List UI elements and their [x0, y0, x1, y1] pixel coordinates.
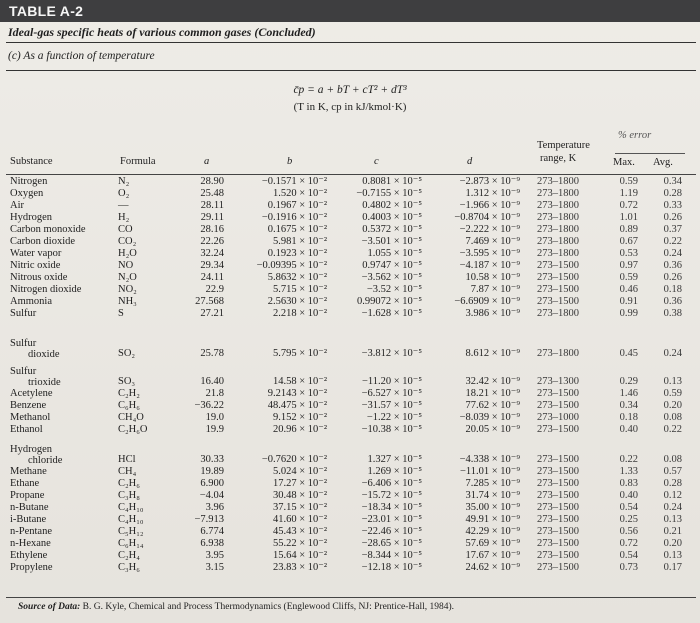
cell-avg: 0.24	[663, 348, 682, 359]
cell-d: 77.62 × 10⁻⁹	[465, 400, 520, 411]
cell-avg: 0.08	[663, 454, 682, 465]
cell-range: 273–1300	[537, 376, 579, 387]
cell-a: 19.0	[205, 412, 224, 423]
cell-c: −6.527 × 10⁻⁵	[361, 388, 422, 399]
divider	[6, 42, 696, 43]
cell-a: 28.16	[200, 224, 224, 235]
cell-max: 0.25	[619, 514, 638, 525]
cell-avg: 0.57	[663, 466, 682, 477]
cell-c: −0.7155 × 10⁻⁵	[356, 188, 422, 199]
cell-a: −4.04	[199, 490, 224, 501]
cell-range: 273–1800	[537, 308, 579, 319]
cell-range: 273–1500	[537, 424, 579, 435]
cell-c: −3.501 × 10⁻⁵	[361, 236, 422, 247]
cell-range: 273–1800	[537, 176, 579, 187]
cell-substance: Hydrogen chloride	[10, 444, 63, 466]
cell-substance: Nitric oxide	[10, 260, 61, 271]
cell-b: 0.1967 × 10⁻²	[267, 200, 327, 211]
cell-b: 1.520 × 10⁻²	[273, 188, 327, 199]
cell-formula: H₂	[118, 212, 130, 223]
cell-formula: SO₃	[118, 376, 136, 387]
cell-a: 3.15	[205, 562, 224, 573]
cell-substance: Oxygen	[10, 188, 44, 199]
cell-avg: 0.28	[663, 478, 682, 489]
cell-formula: C₃H₈	[118, 490, 140, 501]
cell-formula: O₂	[118, 188, 130, 199]
cell-b: 0.1923 × 10⁻²	[267, 248, 327, 259]
cell-d: 31.74 × 10⁻⁹	[465, 490, 520, 501]
cell-b: 5.715 × 10⁻²	[273, 284, 327, 295]
cell-substance: Methane	[10, 466, 47, 477]
cell-range: 273–1500	[537, 284, 579, 295]
cell-avg: 0.18	[663, 284, 682, 295]
cell-d: 8.612 × 10⁻⁹	[465, 348, 520, 359]
cell-range: 273–1500	[537, 490, 579, 501]
cell-range: 273–1000	[537, 412, 579, 423]
cell-c: 1.055 × 10⁻⁵	[367, 248, 422, 259]
cell-c: −31.57 × 10⁻⁵	[361, 400, 422, 411]
cell-avg: 0.22	[663, 236, 682, 247]
cell-range: 273–1800	[537, 188, 579, 199]
cell-b: 41.60 × 10⁻²	[273, 514, 327, 525]
cell-d: 24.62 × 10⁻⁹	[465, 562, 520, 573]
section-heading: (c) As a function of temperature	[8, 50, 155, 62]
cell-max: 0.40	[619, 490, 638, 501]
cell-max: 0.18	[619, 412, 638, 423]
cell-d: −4.187 × 10⁻⁹	[459, 260, 520, 271]
cell-max: 0.34	[619, 400, 638, 411]
cell-b: 14.58 × 10⁻²	[273, 376, 327, 387]
cell-a: 6.774	[200, 526, 224, 537]
cell-substance: Acetylene	[10, 388, 53, 399]
cell-avg: 0.24	[663, 502, 682, 513]
cell-b: 55.22 × 10⁻²	[273, 538, 327, 549]
cell-d: 57.69 × 10⁻⁹	[465, 538, 520, 549]
cell-substance: i-Butane	[10, 514, 47, 525]
cell-c: −18.34 × 10⁻⁵	[361, 502, 422, 513]
title-bar	[0, 0, 700, 22]
cell-a: 28.90	[200, 176, 224, 187]
cell-c: 0.9747 × 10⁻⁵	[362, 260, 422, 271]
cell-a: 22.9	[205, 284, 224, 295]
cell-a: 29.11	[200, 212, 224, 223]
cell-avg: 0.26	[663, 212, 682, 223]
cell-d: −6.6909 × 10⁻⁹	[454, 296, 520, 307]
divider	[6, 597, 696, 598]
cell-max: 0.97	[619, 260, 638, 271]
cell-substance: Hydrogen	[10, 212, 52, 223]
cell-b: 5.024 × 10⁻²	[273, 466, 327, 477]
cell-formula: C₃H₆	[118, 562, 140, 573]
cell-range: 273–1500	[537, 400, 579, 411]
cell-a: 25.78	[200, 348, 224, 359]
cell-substance: Nitrous oxide	[10, 272, 68, 283]
cell-c: −12.18 × 10⁻⁵	[361, 562, 422, 573]
cell-max: 0.59	[619, 176, 638, 187]
cell-range: 273–1500	[537, 526, 579, 537]
cell-d: −1.966 × 10⁻⁹	[459, 200, 520, 211]
cell-a: 6.900	[200, 478, 224, 489]
cell-b: 9.152 × 10⁻²	[273, 412, 327, 423]
cell-d: −8.039 × 10⁻⁹	[459, 412, 520, 423]
cell-d: 49.91 × 10⁻⁹	[465, 514, 520, 525]
cell-formula: C₆H₆	[118, 400, 140, 411]
cell-formula: N₂O	[118, 272, 137, 283]
table-title: TABLE A-2	[9, 3, 84, 19]
cell-range: 273–1500	[537, 272, 579, 283]
header-d: d	[467, 156, 473, 167]
cell-d: 42.29 × 10⁻⁹	[465, 526, 520, 537]
cell-substance: Carbon monoxide	[10, 224, 86, 235]
cell-formula: C₂H₄	[118, 550, 140, 561]
cell-substance: Propane	[10, 490, 45, 501]
cell-d: 7.285 × 10⁻⁹	[465, 478, 520, 489]
cell-max: 0.40	[619, 424, 638, 435]
cell-d: 32.42 × 10⁻⁹	[465, 376, 520, 387]
cell-avg: 0.36	[663, 296, 682, 307]
cell-d: 7.469 × 10⁻⁹	[465, 236, 520, 247]
cell-b: 2.5630 × 10⁻²	[267, 296, 327, 307]
cell-max: 0.67	[619, 236, 638, 247]
header-max: Max.	[613, 157, 635, 168]
cell-formula: C₂H₂	[118, 388, 140, 399]
cell-c: 0.4003 × 10⁻⁵	[362, 212, 422, 223]
cell-max: 1.01	[619, 212, 638, 223]
cell-avg: 0.37	[663, 224, 682, 235]
cell-c: 1.327 × 10⁻⁵	[367, 454, 422, 465]
cell-avg: 0.13	[663, 514, 682, 525]
cell-substance: Air	[10, 200, 24, 211]
cell-avg: 0.59	[663, 388, 682, 399]
cell-avg: 0.28	[663, 188, 682, 199]
cell-c: 0.8081 × 10⁻⁵	[362, 176, 422, 187]
cell-formula: CH₄	[118, 466, 137, 477]
cell-b: 9.2143 × 10⁻²	[267, 388, 327, 399]
cell-d: 3.986 × 10⁻⁹	[465, 308, 520, 319]
cell-a: 24.11	[200, 272, 224, 283]
source-note	[18, 602, 454, 612]
cell-d: −3.595 × 10⁻⁹	[459, 248, 520, 259]
cell-substance: n-Hexane	[10, 538, 51, 549]
header-c: c	[374, 156, 379, 167]
cell-avg: 0.22	[663, 424, 682, 435]
cell-avg: 0.08	[663, 412, 682, 423]
cell-b: 0.1675 × 10⁻²	[267, 224, 327, 235]
cell-avg: 0.34	[663, 176, 682, 187]
cell-a: 27.21	[200, 308, 224, 319]
cell-substance: Nitrogen	[10, 176, 48, 187]
cell-max: 0.89	[619, 224, 638, 235]
cell-d: 17.67 × 10⁻⁹	[465, 550, 520, 561]
cell-a: 25.48	[200, 188, 224, 199]
cell-substance: Water vapor	[10, 248, 62, 259]
cell-avg: 0.12	[663, 490, 682, 501]
cell-b: 37.15 × 10⁻²	[273, 502, 327, 513]
cell-formula: HCl	[118, 454, 136, 465]
cell-max: 0.73	[619, 562, 638, 573]
cell-a: 19.89	[200, 466, 224, 477]
cell-avg: 0.13	[663, 376, 682, 387]
cell-avg: 0.20	[663, 538, 682, 549]
cell-substance: Ammonia	[10, 296, 52, 307]
cell-d: 1.312 × 10⁻⁹	[465, 188, 520, 199]
cell-a: −36.22	[194, 400, 224, 411]
cell-a: −7.913	[194, 514, 224, 525]
cell-c: −23.01 × 10⁻⁵	[361, 514, 422, 525]
cell-c: −8.344 × 10⁻⁵	[361, 550, 422, 561]
cell-range: 273–1500	[537, 478, 579, 489]
cell-formula: C₅H₁₂	[118, 526, 144, 537]
cell-c: 0.4802 × 10⁻⁵	[362, 200, 422, 211]
equation-note: (T in K, cp in kJ/kmol·K)	[293, 101, 407, 113]
cell-d: 18.21 × 10⁻⁹	[465, 388, 520, 399]
divider	[6, 174, 696, 175]
cell-max: 0.54	[619, 502, 638, 513]
cell-c: 0.5372 × 10⁻⁵	[362, 224, 422, 235]
cell-formula: NO	[118, 260, 134, 271]
cell-substance: Methanol	[10, 412, 51, 423]
cell-d: 20.05 × 10⁻⁹	[465, 424, 520, 435]
cell-formula: C₂H₆O	[118, 424, 148, 435]
cell-a: 3.96	[205, 502, 224, 513]
cell-max: 0.59	[619, 272, 638, 283]
cell-formula: NO₂	[118, 284, 137, 295]
cell-max: 0.53	[619, 248, 638, 259]
cell-b: −0.09395 × 10⁻²	[256, 260, 327, 271]
divider	[615, 153, 685, 154]
header-formula: Formula	[120, 156, 156, 167]
header-avg: Avg.	[653, 157, 673, 168]
cell-substance: Ethane	[10, 478, 40, 489]
cell-b: −0.1916 × 10⁻²	[261, 212, 327, 223]
header-temperature: Temperature	[537, 140, 590, 151]
cell-b: −0.7620 × 10⁻²	[261, 454, 327, 465]
cell-avg: 0.21	[663, 526, 682, 537]
header-a: a	[204, 156, 210, 167]
cell-avg: 0.33	[663, 200, 682, 211]
cell-formula: SO₂	[118, 348, 136, 359]
cell-d: −0.8704 × 10⁻⁹	[454, 212, 520, 223]
source-text: B. G. Kyle, Chemical and Process Thermodynamics (Englewood Cliffs, NJ: Prentice-Hall, 1984).	[82, 602, 455, 612]
cell-range: 273–1800	[537, 224, 579, 235]
cell-formula: C₄H₁₀	[118, 502, 144, 513]
cell-avg: 0.20	[663, 400, 682, 411]
cell-max: 0.91	[619, 296, 638, 307]
cell-max: 0.56	[619, 526, 638, 537]
cell-formula: CO₂	[118, 236, 137, 247]
cell-range: 273–1800	[537, 200, 579, 211]
cell-b: 5.795 × 10⁻²	[273, 348, 327, 359]
cell-range: 273–1500	[537, 466, 579, 477]
cell-c: −15.72 × 10⁻⁵	[361, 490, 422, 501]
cell-max: 0.54	[619, 550, 638, 561]
cell-substance: Benzene	[10, 400, 47, 411]
cell-max: 0.83	[619, 478, 638, 489]
cell-b: 17.27 × 10⁻²	[273, 478, 327, 489]
cell-range: 273–1500	[537, 502, 579, 513]
cell-d: −4.338 × 10⁻⁹	[459, 454, 520, 465]
cell-substance: Sulfur	[10, 308, 37, 319]
cell-b: 2.218 × 10⁻²	[273, 308, 327, 319]
cell-a: 30.33	[200, 454, 224, 465]
table-subtitle: Ideal-gas specific heats of various common gases (Concluded)	[8, 25, 316, 39]
cell-a: 29.34	[200, 260, 224, 271]
cell-max: 0.22	[619, 454, 638, 465]
cell-range: 273–1500	[537, 562, 579, 573]
cell-substance: Sulfur dioxide	[10, 338, 60, 360]
cell-max: 0.46	[619, 284, 638, 295]
cell-a: 21.8	[205, 388, 224, 399]
header-percent-error: % error	[618, 130, 652, 141]
header-range: range, K	[540, 153, 577, 164]
cell-formula: CO	[118, 224, 133, 235]
cell-range: 273–1500	[537, 260, 579, 271]
header-b: b	[287, 156, 293, 167]
cell-max: 0.72	[619, 200, 638, 211]
cell-formula: C₂H₆	[118, 478, 140, 489]
cell-range: 273–1500	[537, 454, 579, 465]
cell-formula: H₂O	[118, 248, 137, 259]
cell-c: 1.269 × 10⁻⁵	[367, 466, 422, 477]
cell-b: 30.48 × 10⁻²	[273, 490, 327, 501]
equation: c̄p = a + bT + cT² + dT³	[293, 84, 407, 96]
cell-avg: 0.17	[663, 562, 682, 573]
cell-range: 273–1800	[537, 212, 579, 223]
cell-substance: Sulfur trioxide	[10, 366, 61, 388]
cell-substance: Ethylene	[10, 550, 48, 561]
cell-d: 7.87 × 10⁻⁹	[470, 284, 520, 295]
cell-formula: S	[118, 308, 124, 319]
cell-avg: 0.36	[663, 260, 682, 271]
cell-a: 27.568	[195, 296, 224, 307]
cell-d: 35.00 × 10⁻⁹	[465, 502, 520, 513]
cell-max: 0.99	[619, 308, 638, 319]
cell-b: 45.43 × 10⁻²	[273, 526, 327, 537]
cell-a: 3.95	[205, 550, 224, 561]
divider	[6, 70, 696, 71]
cell-c: −3.812 × 10⁻⁵	[361, 348, 422, 359]
cell-c: −6.406 × 10⁻⁵	[361, 478, 422, 489]
cell-a: 6.938	[200, 538, 224, 549]
cell-substance: Carbon dioxide	[10, 236, 76, 247]
cell-b: 48.475 × 10⁻²	[267, 400, 327, 411]
cell-formula: CH₄O	[118, 412, 144, 423]
cell-range: 273–1500	[537, 514, 579, 525]
cell-c: −1.628 × 10⁻⁵	[361, 308, 422, 319]
cell-avg: 0.38	[663, 308, 682, 319]
cell-max: 1.33	[619, 466, 638, 477]
source-label: Source of Data:	[18, 602, 81, 612]
cell-substance: Propylene	[10, 562, 53, 573]
cell-d: −11.01 × 10⁻⁹	[459, 466, 520, 477]
cell-a: 22.26	[200, 236, 224, 247]
cell-d: −2.873 × 10⁻⁹	[459, 176, 520, 187]
cell-avg: 0.26	[663, 272, 682, 283]
cell-range: 273–1500	[537, 388, 579, 399]
cell-range: 273–1500	[537, 538, 579, 549]
cell-d: 10.58 × 10⁻⁹	[465, 272, 520, 283]
cell-b: 5.8632 × 10⁻²	[267, 272, 327, 283]
cell-a: 16.40	[200, 376, 224, 387]
cell-b: 5.981 × 10⁻²	[273, 236, 327, 247]
cell-c: −3.52 × 10⁻⁵	[366, 284, 422, 295]
cell-b: −0.1571 × 10⁻²	[261, 176, 327, 187]
cell-avg: 0.13	[663, 550, 682, 561]
cell-c: −11.20 × 10⁻⁵	[361, 376, 422, 387]
cell-a: 32.24	[200, 248, 224, 259]
cell-a: 28.11	[200, 200, 224, 211]
cell-substance: Nitrogen dioxide	[10, 284, 82, 295]
cell-c: −1.22 × 10⁻⁵	[366, 412, 422, 423]
cell-d: −2.222 × 10⁻⁹	[459, 224, 520, 235]
cell-b: 23.83 × 10⁻²	[273, 562, 327, 573]
cell-max: 0.72	[619, 538, 638, 549]
cell-max: 0.45	[619, 348, 638, 359]
header-substance: Substance	[10, 156, 53, 167]
cell-c: −22.46 × 10⁻⁵	[361, 526, 422, 537]
cell-c: −3.562 × 10⁻⁵	[361, 272, 422, 283]
cell-max: 1.19	[619, 188, 638, 199]
cell-range: 273–1800	[537, 236, 579, 247]
cell-a: 19.9	[205, 424, 224, 435]
cell-range: 273–1800	[537, 348, 579, 359]
cell-substance: Ethanol	[10, 424, 43, 435]
cell-substance: n-Butane	[10, 502, 49, 513]
cell-formula: C₄H₁₀	[118, 514, 144, 525]
cell-c: −10.38 × 10⁻⁵	[361, 424, 422, 435]
cell-substance: n-Pentane	[10, 526, 52, 537]
cell-max: 1.46	[619, 388, 638, 399]
cell-max: 0.29	[619, 376, 638, 387]
cell-b: 20.96 × 10⁻²	[273, 424, 327, 435]
cell-c: −28.65 × 10⁻⁵	[361, 538, 422, 549]
cell-b: 15.64 × 10⁻²	[273, 550, 327, 561]
cell-formula: —	[118, 200, 129, 211]
cell-range: 273–1800	[537, 248, 579, 259]
cell-c: 0.99072 × 10⁻⁵	[357, 296, 422, 307]
cell-formula: NH₃	[118, 296, 137, 307]
cell-avg: 0.24	[663, 248, 682, 259]
cell-range: 273–1500	[537, 296, 579, 307]
cell-formula: C₆H₁₄	[118, 538, 144, 549]
cell-range: 273–1500	[537, 550, 579, 561]
cell-formula: N₂	[118, 176, 130, 187]
